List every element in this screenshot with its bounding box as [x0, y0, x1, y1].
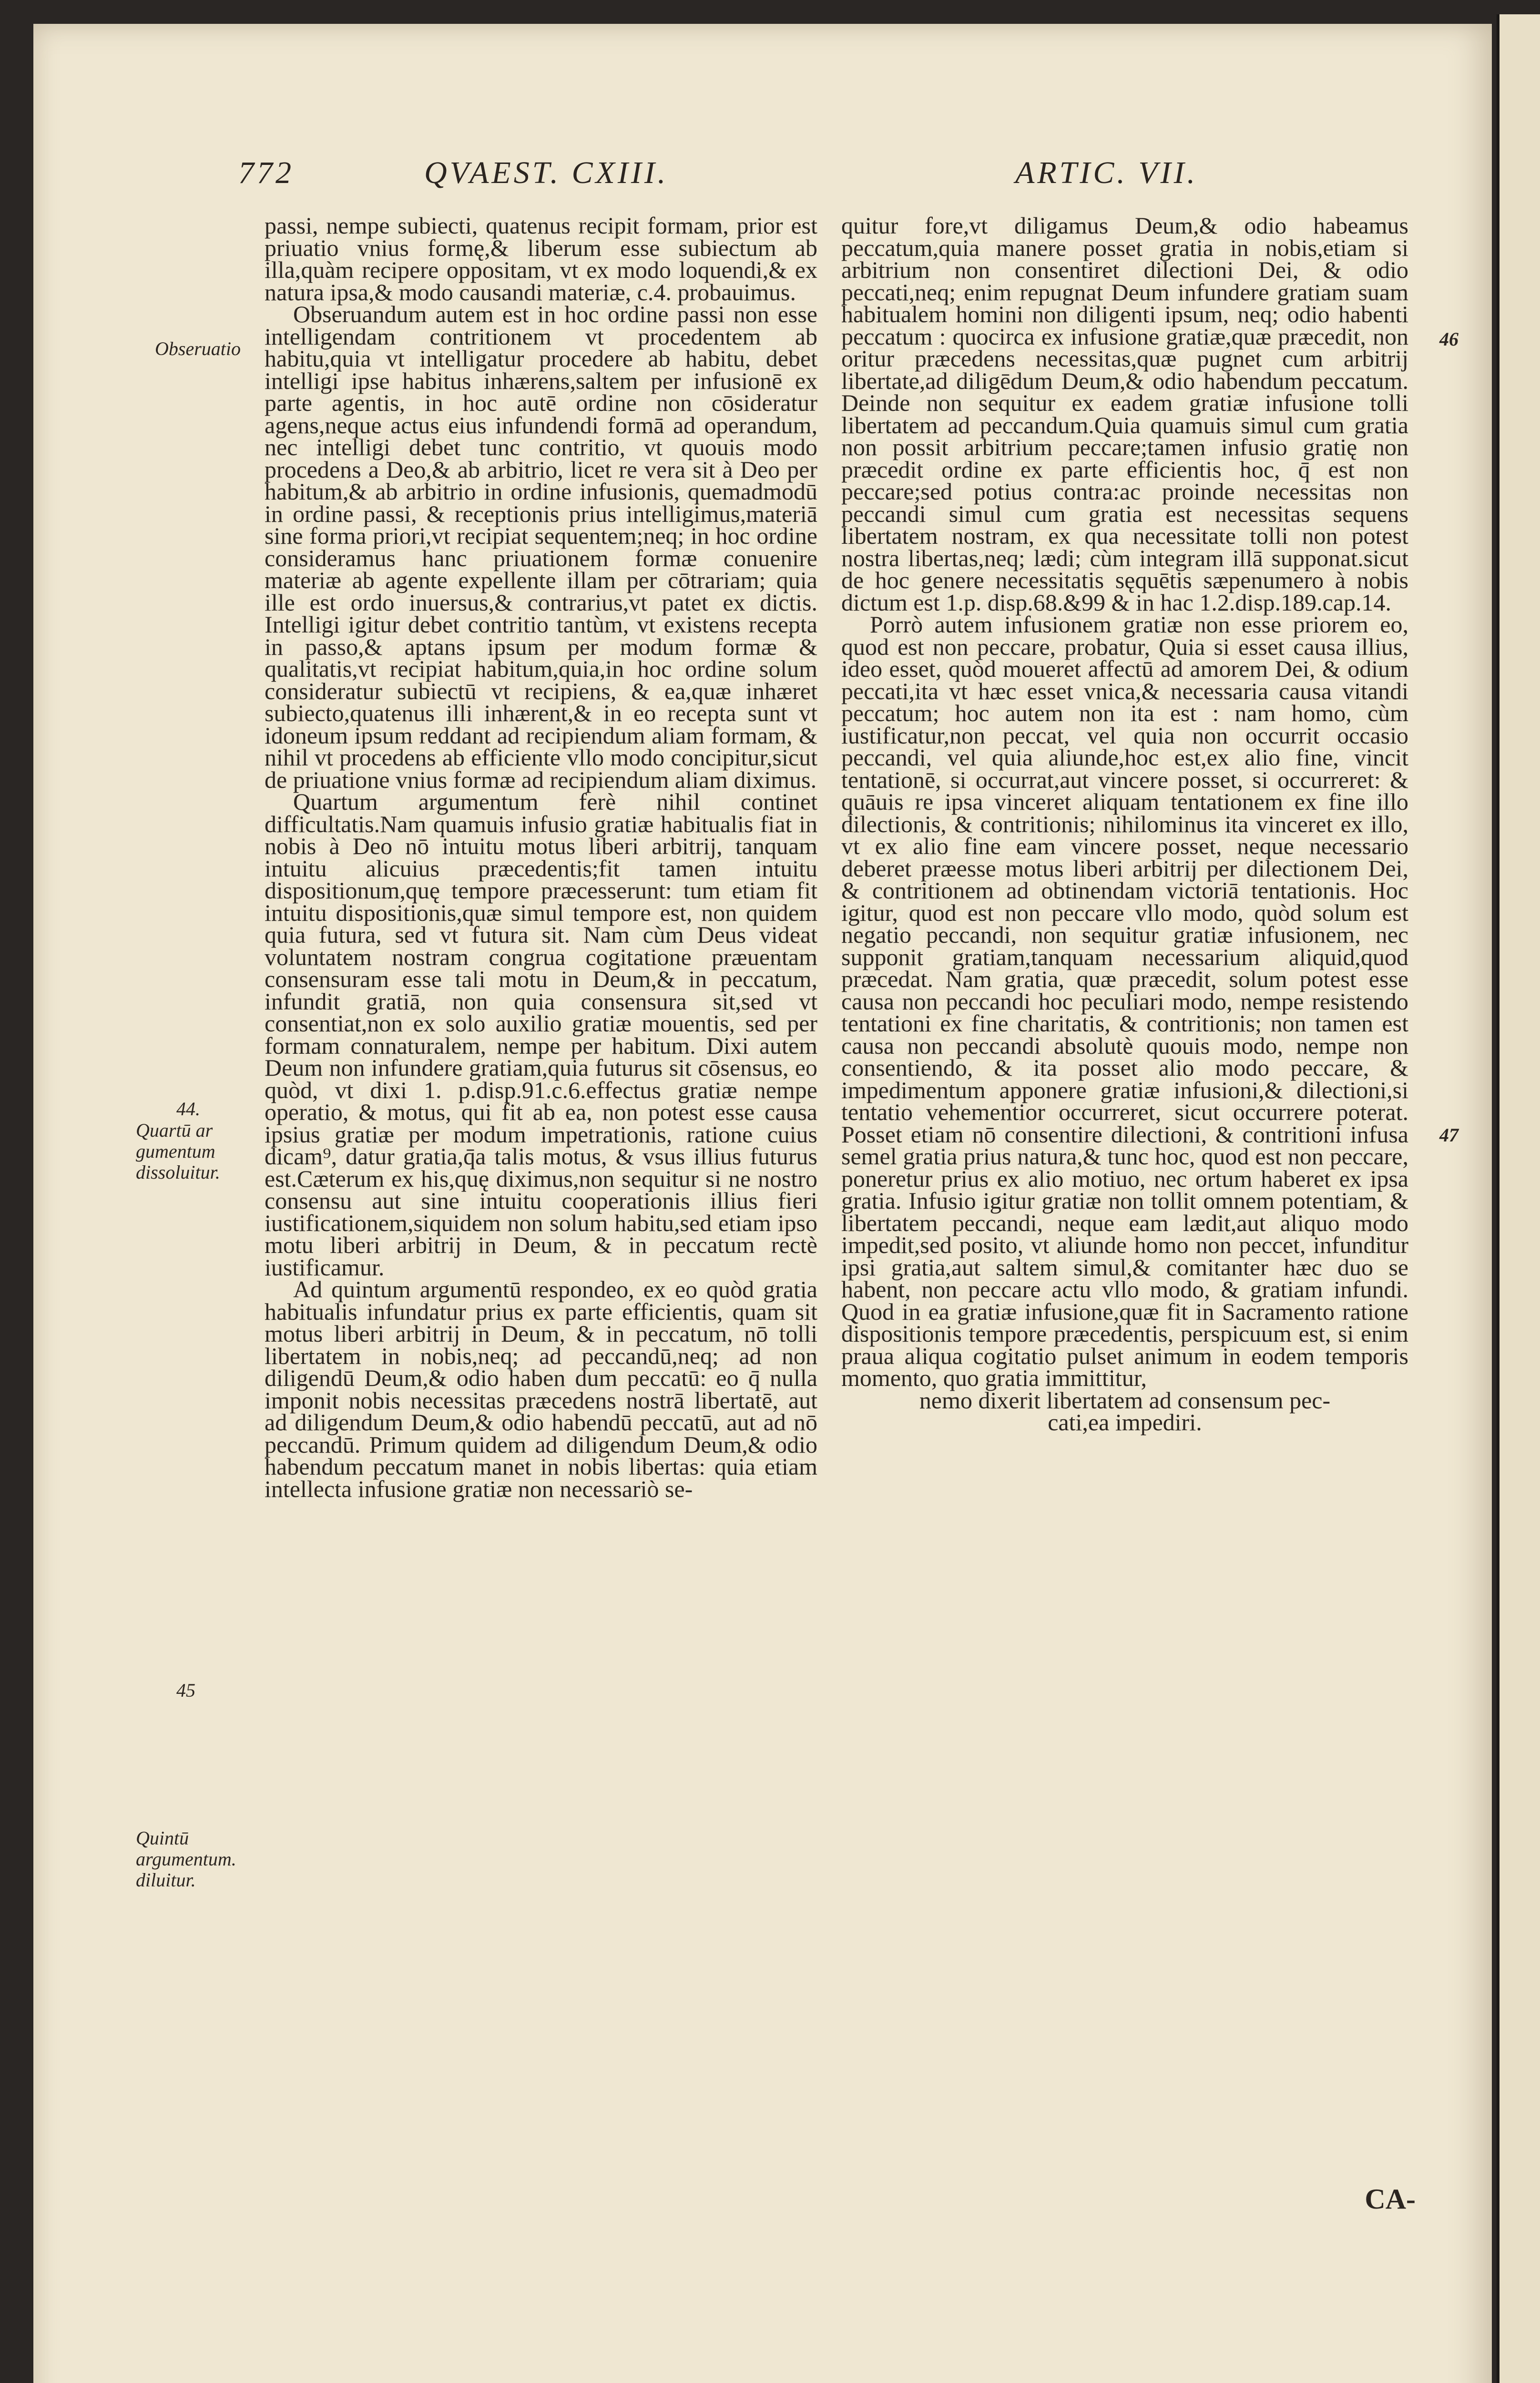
running-title-right: ARTIC. VII. — [1015, 155, 1198, 190]
margin-note-obseruatio: Obseruatio — [155, 338, 241, 359]
book-page — [33, 24, 1492, 2383]
right-paragraph-3-line-1: nemo dixerit libertatem ad consensum pec- — [919, 1386, 1331, 1414]
margin-note-quartum: Quartū ar gumentum dissoluitur. — [136, 1120, 220, 1183]
margin-note-number-46: 46 — [1439, 328, 1458, 350]
right-paragraph-3-line-2: cati,ea impediri. — [1048, 1409, 1202, 1436]
margin-note-quintum: Quintū argumentum. diluitur. — [136, 1827, 236, 1891]
running-title-left: QVAEST. CXIII. — [424, 155, 669, 190]
margin-note-number-44: 44. — [176, 1098, 200, 1120]
adjacent-page-edge — [1497, 14, 1540, 2383]
left-paragraph-4: Ad quintum argumentū respondeo, ex eo quòd gratia habitualis infundatur prius ex parte efficientis, quam sit motus liberi arbitrij in Deum, & in peccatum, nō tolli libertatem in nobis,neq; ad peccandū,neq; ad non diligendū Deum,& odio haben dum peccatū: eo q̄ nulla imponit nobis necessitas præcedens nostrā libertatē, aut ad diligendum Deum,& odio habendū peccatū, aut ad nō peccandū. Primum quidem ad diligendum Deum,& odio habendum peccatum manet in nobis libertas: quia etiam intellecta infusione gratiæ non necessariò se- — [265, 1276, 817, 1502]
left-paragraph-1: passi, nempe subiecti, quatenus recipit formam, prior est priuatio vnius formę,& liberum esse subiectum ab illa,quàm recipere oppositam, vt ex modo loquendi,& ex natura ipsa,& modo causandi materiæ, c.4. probauimus. — [265, 212, 817, 306]
page-number: 772 — [238, 155, 294, 190]
catchword: CA- — [1365, 2183, 1416, 2215]
right-text-column — [841, 214, 1408, 1434]
left-text-column — [265, 214, 817, 1500]
left-paragraph-3: Quartum argumentum ferè nihil continet difficultatis.Nam quamuis infusio gratiæ habitualis fiat in nobis à Deo nō intuitu motus liberi arbitrij, tanquam intuitu alicuius præcedentis;fit tamen intuitu dispositionum,quę tempore præcesserunt: tum etiam fit intuitu dispositionis,quæ simul tempore est, non quidem quia futura, sed vt futura sit. Nam cùm Deus videat voluntatem nostram congrua cogitatione præuentam consensuram esse tali motu in Deum,& in peccatum, infundit gratiā, non quia consensura sit,sed vt consentiat,non ex solo auxilio gratiæ mouentis, sed per formam connaturalem, nempe per habitum. Dixi autem Deum non infundere gratiam,quia futurus sit cōsensus, eo quòd, vt dixi 1. p.disp.91.c.6.effectus gratiæ nempe operatio, & motus, qui fit ab ea, non potest esse causa ipsius gratiæ per modum impetrationis, ratione cuius dicam⁹, datur gratia,q̄a talis motus, & vsus illius futurus est.Cæterum ex his,quę diximus,non sequitur si ne nostro consensu aut sine intuitu cooperationis illius fieri iustificationem,siquidem non solum habitu,sed etiam ipso motu liberi arbitrij in Deum, & in peccatum rectè iustificamur. — [265, 788, 817, 1281]
right-paragraph-1: quitur fore,vt diligamus Deum,& odio habeamus peccatum,quia manere posset gratia in nobis,etiam si arbitrium non consentiret dilectioni Dei, & odio peccati,neq; enim repugnat Deum infundere gratiam suam habitualem homini non diligenti ipsum, neq; odio habenti peccatum : quocirca ex infusione gratiæ,quæ præcedit, non oritur præcedens necessitas,quæ pugnet cum arbitrij libertate,ad diligēdum Deum,& odio habendum peccatum. Deinde non sequitur ex eadem gratiæ infusione tolli libertatem ad peccandum.Quia quamuis simul cum gratia non possit arbitrium peccare;tamen infusio gratię non præcedit ordine ex parte efficientis hoc, q̄ est non peccare;sed potius contra:ac proinde necessitas non peccandi simul cum gratia est necessitas sequens libertatem nostram, ex qua necessitate tolli non potest nostra libertas,neq; lædi; cùm integram illā supponat.sicut de hoc genere necessitatis sęquētis sæpenumero à nobis dictum est 1.p. disp.68.&99 & in hac 1.2.disp.189.cap.14. — [841, 212, 1408, 616]
margin-note-number-47: 47 — [1439, 1124, 1458, 1146]
margin-note-number-45: 45 — [176, 1680, 195, 1701]
left-paragraph-2: Obseruandum autem est in hoc ordine passi non esse intelligendam contritionem vt procedentem ab habitu,quia vt intelligatur procedere ab habitu, debet intelligi ipse habitus inhærens,saltem per infusionē ex parte agentis, in hoc autē ordine non cōsideratur agens,neque actus eius infundendi formā ad operandum, nec intelligi debet tunc contritio, vt quouis modo procedens a Deo,& ab arbitrio, licet re vera sit à Deo per habitum,& ab arbitrio in ordine infusionis, quemadmodū in ordine passi, & receptionis prius intelligimus,materiā sine forma priori,vt recipiat sequentem;neq; in hoc ordine consideramus hanc priuationem formæ conuenire materiæ ab agente expellente illam per cōtrariam; quia ille est ordo inuersus,& contrarius,vt patet ex dictis. Intelligi igitur debet contritio tantùm, vt existens recepta in passo,& aptans ipsum per modum formæ & qualitatis,vt recipiat habitum,quia,in hoc ordine solum consideratur subiectū vt recipiens, & ea,quæ inhæret subiecto,quatenus illi inhærent,& in eo recepta sunt vt idoneum ipsum reddant ad recipiendum aliam formam, & nihil vt procedens ab efficiente vllo modo concipitur,sicut de priuatione vnius formæ ad recipiendum aliam diximus. — [265, 301, 817, 793]
right-paragraph-2: Porrò autem infusionem gratiæ non esse priorem eo, quod est non peccare, probatur, Quia si esset causa illius, ideo esset, quòd moueret affectū ad amorem Dei, & odium peccati,ita vt hæc esset vnica,& necessaria causa vitandi peccatum; hoc autem non ita est : nam homo, cùm iustificatur,non peccat, vel quia non occurrit occasio peccandi, vel quia aliunde,hoc est,ex alio fine, vincit tentationē, si occurrat,aut vincere posset, si occurreret: & quāuis re ipsa vinceret aliquam tentationem ex fine illo dilectionis, & contritionis; nihilominus ita vinceret ex illo, vt ex alio fine eam vincere posset, neque necessario deberet præesse motus liberi arbitrij per dilectionem Dei, & contritionem ad obtinendam victoriā tentationis. Hoc igitur, quod est non peccare vllo modo, quòd solum est negatio peccandi, non sequitur gratiæ infusionem, nec supponit gratiam,tanquam necessarium aliquid,quod præcedat. Nam gratia, quæ præcedit, solum potest esse causa non peccandi hoc peculiari modo, nempe resistendo tentationi ex fine charitatis, & contritionis; non tamen est causa non peccandi absolutè quouis modo, nempe non consentiendo, & ita posset alio modo peccare, & impedimentum apponere gratiæ infusioni,& dilectioni,si tentatio vehementior occurreret, sicut occurrere poterat. Posset etiam nō consentire dilectioni, & contritioni infusa semel gratia prius natura,& tunc hoc, quod est non peccare, poneretur prius ex alio motiuo, nec ortum haberet ex ipsa gratia. Infusio igitur gratiæ non tollit omnem potentiam, & libertatem peccandi, neque eam lædit,aut aliquo modo impedit,sed posito, vt aliunde homo non peccet, infunditur ipsi gratia,aut saltem simul,& comitanter hæc duo se habent, non peccare actu vllo modo, & gratiam infundi. Quod in ea gratiæ infusione,quæ fit in Sacramento ratione dispositionis tempore præcedentis, perspicuum est, si enim praua aliqua cogitatio pulset animum in eodem temporis momento, quo gratia immittitur, — [841, 611, 1408, 1391]
